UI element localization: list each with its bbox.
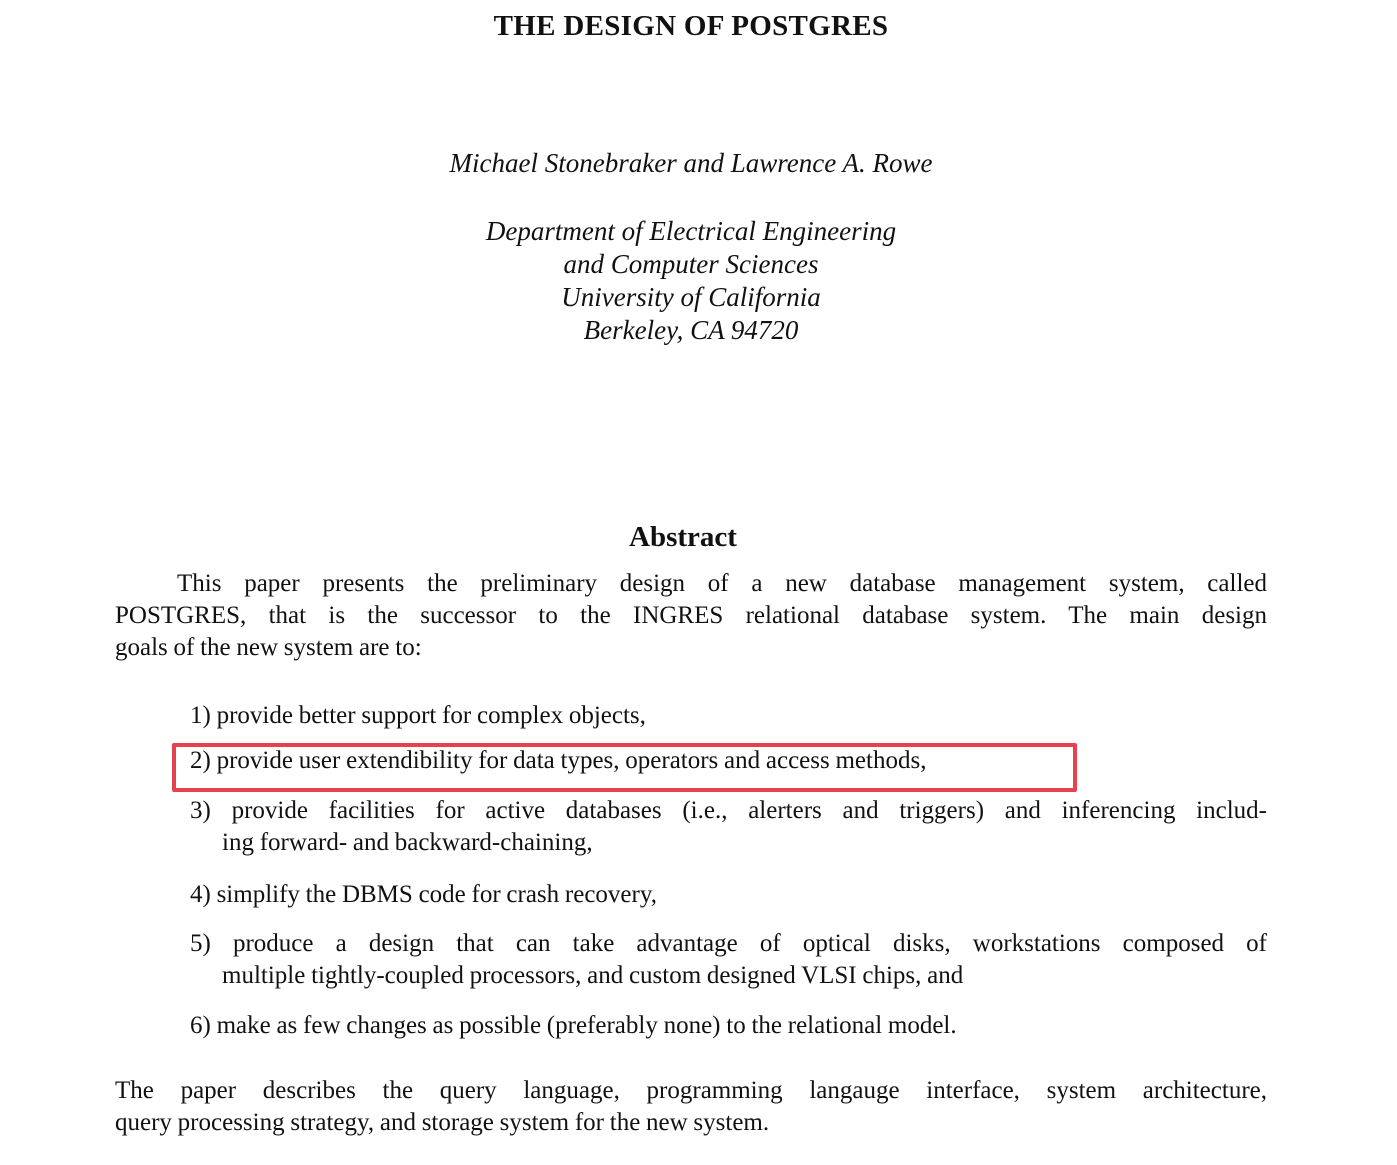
goal-item-3	[190, 795, 1267, 859]
paper-authors: Michael Stonebraker and Lawrence A. Rowe	[449, 148, 933, 178]
goal-line: 4) simplify the DBMS code for crash recovery,	[190, 881, 657, 908]
goal-line: ing forward- and backward-chaining,	[222, 829, 593, 856]
closing-line: The paper describes the query language, programming langauge interface, system architecture,	[115, 1077, 1267, 1104]
goal-item-6	[190, 1010, 1267, 1042]
goal-line: 1) provide better support for complex objects,	[190, 702, 646, 729]
goal-item-1	[190, 700, 1267, 732]
affiliation-line: University of California	[561, 282, 821, 312]
goal-line: 2) provide user extendibility for data types, operators and access methods,	[190, 747, 927, 774]
abstract-paragraph	[115, 568, 1267, 664]
affiliation-block	[115, 215, 1267, 347]
affiliation-line: Department of Electrical Engineering	[485, 216, 897, 246]
abstract-line: This paper presents the preliminary design of a new database management system, called	[177, 570, 1267, 597]
goal-line: 5) produce a design that can take advantage of optical disks, workstations composed of	[190, 930, 1267, 957]
closing-line: query processing strategy, and storage system for the new system.	[115, 1109, 770, 1136]
goal-item-4	[190, 879, 1267, 911]
affiliation-line: and Computer Sciences	[563, 249, 819, 279]
paper-title: THE DESIGN OF POSTGRES	[493, 10, 889, 42]
goal-line: multiple tightly-coupled processors, and custom designed VLSI chips, and	[222, 962, 964, 989]
goal-item-5	[190, 928, 1267, 992]
abstract-heading: Abstract	[629, 521, 737, 553]
goal-line: 6) make as few changes as possible (preferably none) to the relational model.	[190, 1012, 957, 1039]
closing-paragraph	[115, 1075, 1267, 1139]
abstract-line: POSTGRES, that is the successor to the INGRES relational database system. The main design	[115, 602, 1267, 629]
goal-line: 3) provide facilities for active databases (i.e., alerters and triggers) and inferencing includ-	[190, 797, 1267, 824]
affiliation-line: Berkeley, CA 94720	[583, 315, 799, 345]
abstract-line: goals of the new system are to:	[115, 634, 422, 661]
goal-item-2-highlighted	[190, 745, 1267, 777]
